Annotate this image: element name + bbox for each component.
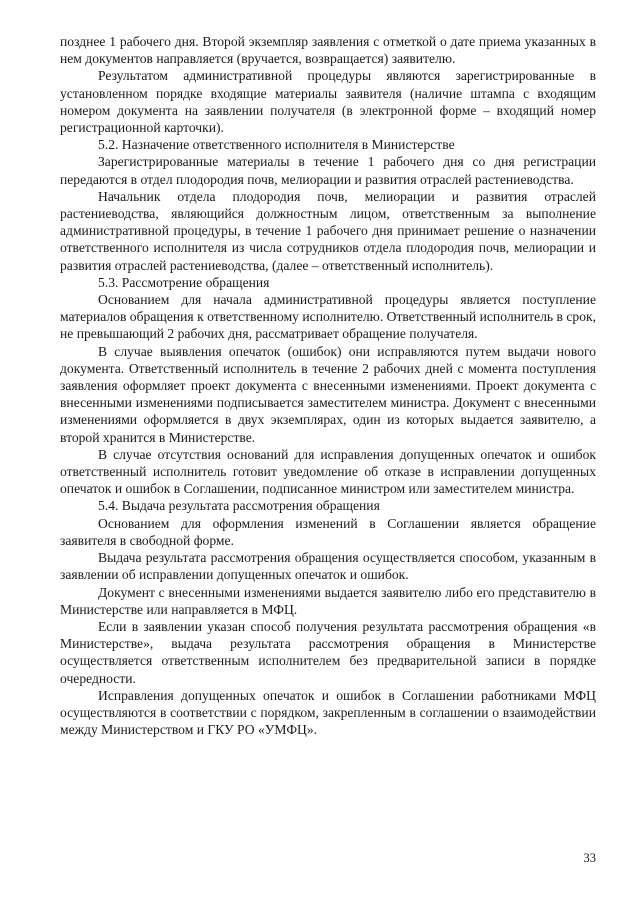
page-number: 33 (583, 851, 596, 865)
paragraph: Если в заявлении указан способ получения результата рассмотрения обращения «в Министерстве», выдача результата рассмотрения обращения в Министерстве осуществляется ответственным исполнителем без предварительной записи в порядке очередности. (60, 618, 596, 686)
section-heading: 5.4. Выдача результата рассмотрения обращения (98, 498, 380, 514)
document-page (60, 33, 596, 738)
paragraph: Выдача результата рассмотрения обращения осуществляется способом, указанным в заявлении об исправлении допущенных опечаток и ошибок. (60, 550, 596, 583)
paragraph: В случае выявления опечаток (ошибок) они исправляются путем выдачи нового документа. Ответственный исполнитель в течение 2 рабочих дней с момента поступления заявления оформляет проект документа с внесенными изменениями. Проект документа с внесенными изменениями подписывается заместителем министра. Документ с внесенными изменениями оформляется в двух экземплярах, один из которых выдается заявителю, а второй хранится в Министерстве. (60, 343, 596, 445)
paragraph: Основанием для оформления изменений в Соглашении является обращение заявителя в свободной форме. (60, 515, 596, 548)
paragraph: Документ с внесенными изменениями выдается заявителю либо его представителю в Министерстве или направляется в МФЦ. (60, 584, 596, 617)
paragraph: Начальник отдела плодородия почв, мелиорации и развития отраслей растениеводства, являющийся должностным лицом, ответственным за выполнение административной процедуры, в течение 1 рабочего дня принимает решение о назначении ответственного исполнителя из числа сотрудников отдела плодородия почв, мелиорации и развития отраслей растениеводства, (далее – ответственный исполнитель). (60, 188, 596, 273)
paragraph: Зарегистрированные материалы в течение 1 рабочего дня со дня регистрации передаются в отдел плодородия почв, мелиорации и развития отраслей растениеводства. (60, 154, 596, 187)
paragraph: Результатом административной процедуры являются зарегистрированные в установленном порядке входящие материалы заявителя (наличие штампа с входящим номером документа на заявлении получателя (в электронной форме – входящий номер регистрационной карточки). (60, 68, 596, 136)
section-heading: 5.3. Рассмотрение обращения (98, 274, 270, 290)
section-heading: 5.2. Назначение ответственного исполнителя в Министерстве (98, 137, 455, 153)
paragraph: Основанием для начала административной процедуры является поступление материалов обращения к ответственному исполнителю. Ответственный исполнитель в срок, не превышающий 2 рабочих дня, рассматривает обращение получателя. (60, 292, 596, 342)
paragraph: В случае отсутствия оснований для исправления допущенных опечаток и ошибок ответственный исполнитель готовит уведомление об отказе в исправлении допущенных опечаток и ошибок в Соглашении, подписанное министром или заместителем министра. (60, 446, 596, 497)
paragraph: позднее 1 рабочего дня. Второй экземпляр заявления с отметкой о дате приема указанных в нем документов направляется (вручается, возвращается) заявителю. (60, 34, 596, 67)
paragraph: Исправления допущенных опечаток и ошибок в Соглашении работниками МФЦ осуществляются в соответствии с порядком, закрепленным в соглашении о взаимодействии между Министерством и ГКУ РО «УМФЦ». (60, 687, 596, 738)
